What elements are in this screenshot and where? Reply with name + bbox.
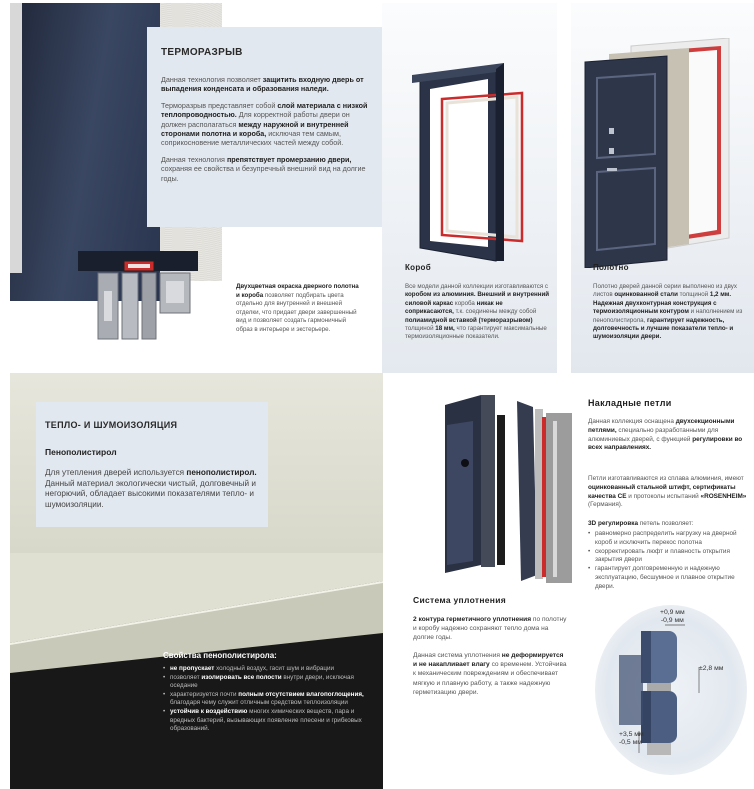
thermal-paragraph-3: Данная технология препятствует промерзанию двери, сохраняя ее свойства и безупречный внешний вид на долгие годы. <box>161 154 366 183</box>
insulation-prop-item: • устойчив к воздействию многих химических веществ, пара и вредных бактерий, вызывающих появление плесени и грибковых образований. <box>163 708 373 734</box>
leaf-title: Полотно <box>593 263 629 272</box>
seal-title: Система уплотнения <box>413 595 507 605</box>
leaf-text: Полотно дверей данной серии выполнено из двух листов оцинкованной стали толщиной 1,2 мм. Надежная двухконтурная конструкция с термоизоляционным контуром и наполнением из пенополистирола, гарантирует надежность, долговечность и лучшие показатели тепло- и шумоизоляции двери. <box>593 283 743 341</box>
insulation-text-panel <box>36 402 268 527</box>
dim-right: ±2,8 мм <box>699 665 724 672</box>
insulation-props-list <box>163 665 373 734</box>
hinges-title: Накладные петли <box>588 398 672 408</box>
frame-section <box>382 3 557 373</box>
thermal-paragraph-2: Терморазрыв представляет собой слой материала с низкой теплопроводностью. Для корректной работы двери он должен располагаться между наружной и внутренней сторонами полотна и короба, исключая тем самым, соприкосновение металлических частей между собой. <box>161 100 368 148</box>
thermal-title: ТЕРМОРАЗРЫВ <box>161 47 243 58</box>
frame-image <box>402 63 532 263</box>
hinges-adjust-title: 3D регулировка <box>588 520 639 527</box>
leaf-section <box>571 3 754 373</box>
hinges-adjust-item: • скорректировать люфт и плавность открытия закрытия двери <box>588 548 751 566</box>
insulation-subtitle: Пенополистирол <box>45 447 117 457</box>
thermal-text-panel <box>147 27 383 227</box>
frame-text: Все модели данной коллекции изготавливаются с коробом из алюминия. Внешний и внутренний силовой каркас короба никак не соприкасаются, т.к. соединены между собой полиамидной вставкой (терморазрывом) толщиной 18 мм, что гарантирует максимальные термоизоляционные показатели. <box>405 283 550 341</box>
seal-paragraph-1: 2 контура герметичного уплотнения по полотну и коробу надежно сохраняют тепло дома на долгие годы. <box>413 616 567 642</box>
insulation-prop-item: • позволяет изолировать все полости внутри двери, исключая оседание <box>163 674 373 691</box>
profile-section-image <box>78 251 198 341</box>
hinges-adjust-rest: петель позволяет: <box>638 520 694 527</box>
dim-arrows <box>609 619 739 769</box>
insulation-text: Для утепления дверей используется пенополистирол. Данный материал экологически чистый, долговечный и негорючий, обладает высокими показателями тепло- и шумоизоляции. <box>45 468 257 509</box>
frame-title: Короб <box>405 263 431 272</box>
hinge-seal-section <box>383 373 754 789</box>
thermal-caption: Двухцветная окраска дверного полотна и короба позволяет подбирать цвета отдельно для внутренней и внешней отделки, что придает двери завершенный вид и позволяет создать гармоничный образ в интерьере и экстерьере. <box>236 283 359 333</box>
insulation-title: ТЕПЛО- И ШУМОИЗОЛЯЦИЯ <box>45 420 178 430</box>
seal-door-image <box>425 395 595 585</box>
leaf-image <box>579 38 739 268</box>
dim-bottom: +3,5 мм -0,5 мм <box>619 731 644 746</box>
dim-top: +0,9 мм -0,9 мм <box>660 609 685 624</box>
insulation-section <box>10 373 383 789</box>
insulation-props <box>163 651 373 734</box>
hinges-paragraph-2: Петли изготавливаются из сплава алюминия, имеют оцинкованный стальной штифт, сертификаты качества CE и протоколы испытаний «ROSENHEIM» (Германия). <box>588 475 747 509</box>
hinges-paragraph-1: Данная коллекция оснащена двухсекционными петлями, специально разработанными для алюминиевых дверей, с функцией регулировки во всех направлениях. <box>588 418 743 452</box>
seal-paragraph-2: Данная система уплотнения не деформируется и не накапливает влагу со временем. Устойчива к механическим повреждениям и обеспечивает мягкую и плавную работу, а также надежную герметизацию двери. <box>413 652 567 696</box>
insulation-prop-item: • не пропускает холодный воздух, гасит шум и вибрации <box>163 665 373 674</box>
hinges-adjust-intro <box>588 520 748 529</box>
hinges-adjust-list <box>588 530 751 592</box>
thermal-section <box>10 3 383 373</box>
hinges-adjust-item: • гарантирует долговременную и надежную эксплуатацию, бесшумное и плавное открытие двери. <box>588 565 751 591</box>
insulation-props-title: Свойства пенополистирола: <box>163 651 277 660</box>
insulation-prop-item: • характеризуется почти полным отсутствием влагопоглощения, благодаря чему служит отличным средством теплоизоляции <box>163 691 373 708</box>
hinges-adjust-item: • равномерно распределить нагрузку на дверной короб и исключить перекос полотна <box>588 530 751 548</box>
thermal-paragraph-1: Данная технология позволяет защитить входную дверь от выпадения конденсата и образования наледи. <box>161 75 364 94</box>
